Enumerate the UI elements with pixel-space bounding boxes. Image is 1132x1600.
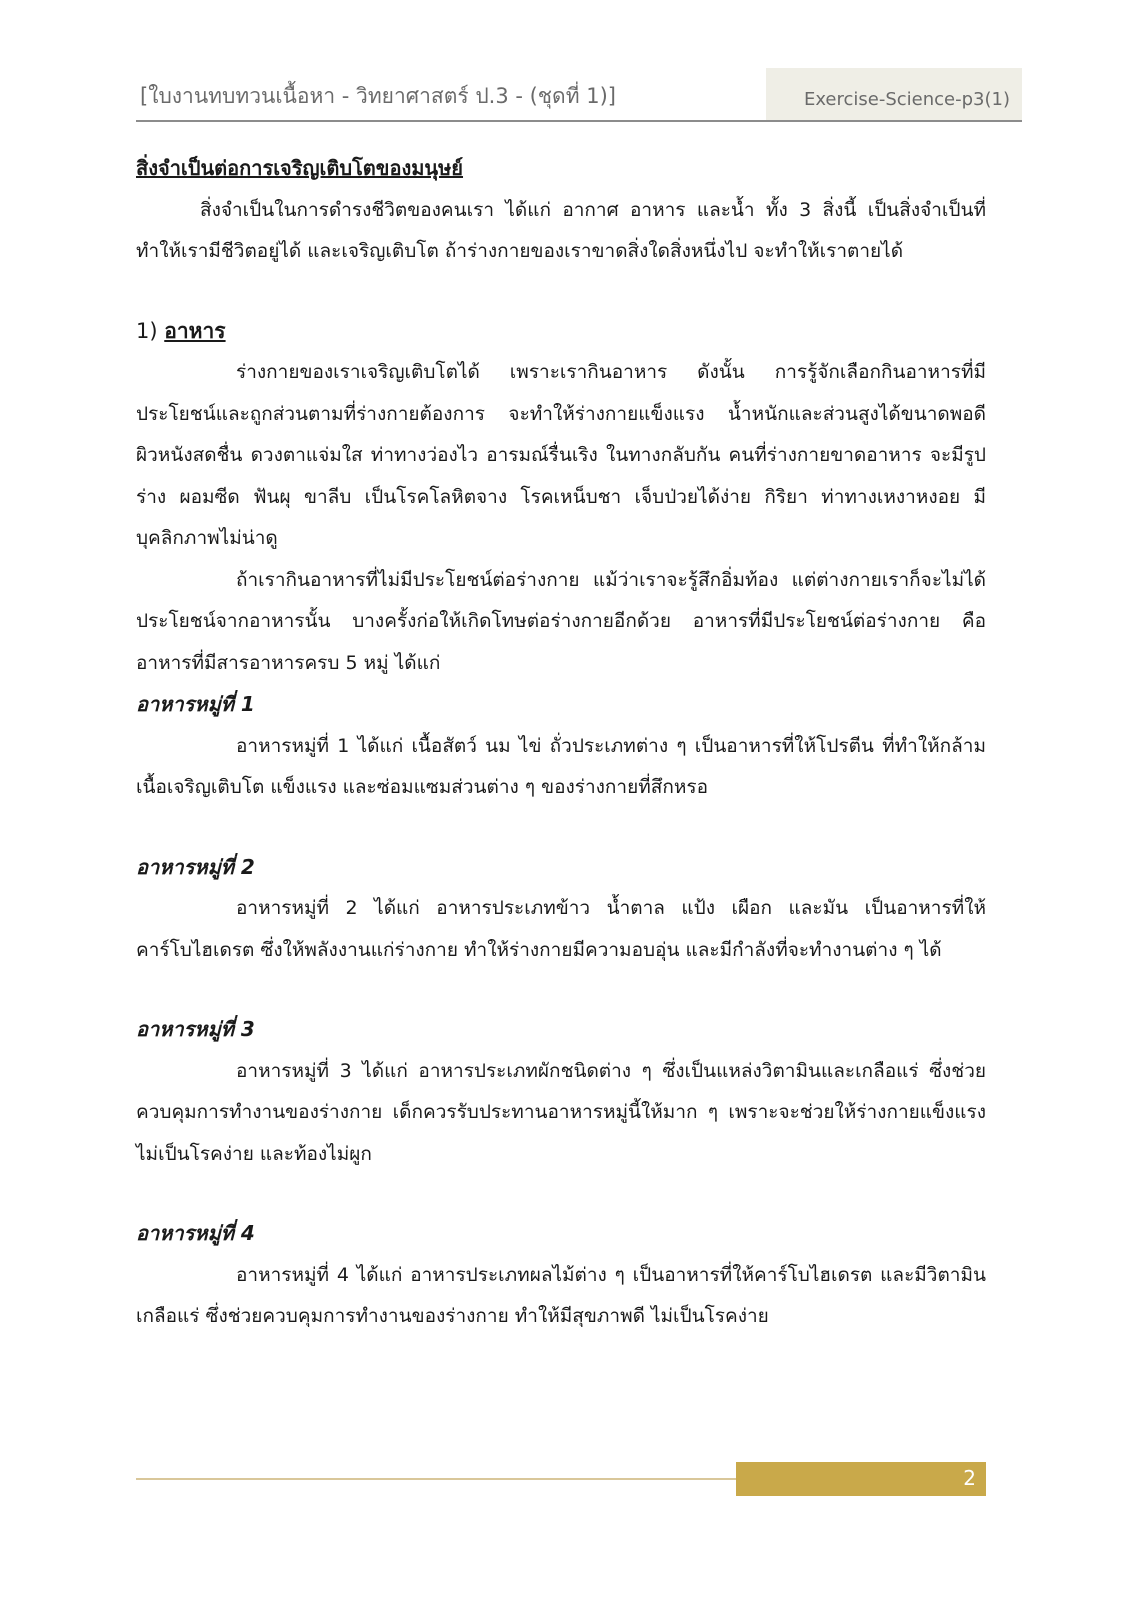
footer-divider bbox=[136, 1478, 736, 1480]
group-heading-2: อาหารหมู่ที่ 2 bbox=[136, 854, 255, 879]
group-text-4: อาหารหมู่ที่ 4 ได้แก่ อาหารประเภทผลไม้ต่าง ๆ เป็นอาหารที่ให้คาร์โบไฮเดรต และมีวิตามิน เกลือแร่ ซึ่งช่วยควบคุมการทำงานของร่างกาย ทำให้มีสุขภาพดี ไม่เป็นโรคง่าย bbox=[136, 1263, 986, 1327]
spacer bbox=[136, 971, 986, 1009]
section-paragraph-2: ถ้าเรากินอาหารที่ไม่มีประโยชน์ต่อร่างกาย แม้ว่าเราจะรู้สึกอิ่มท้อง แต่ต่างกายเราก็จะไม่ได้ประโยชน์จากอาหารนั้น บางครั้งก่อให้เกิดโทษต่อร่างกายอีกด้วย อาหารที่มีประโยชน์ต่อร่างกาย คือ อาหารที่มีสารอาหารครบ 5 หมู่ ได้แก่ bbox=[136, 568, 986, 674]
page-content bbox=[136, 148, 986, 1338]
section-paragraph-1: ร่างกายของเราเจริญเติบโตได้ เพราะเรากินอาหาร ดังนั้น การรู้จักเลือกกินอาหารที่มีประโยชน์และถูกส่วนตามที่ร่างกายต้องการ จะทำให้ร่างกายแข็งแรง น้ำหนักและส่วนสูงได้ขนาดพอดี ผิวหนังสดชื่น ดวงตาแจ่มใส ท่าทางว่องไว อารมณ์รื่นเริง ในทางกลับกัน คนที่ร่างกายขาดอาหาร จะมีรูปร่าง ผอมซีด ฟันผุ ขาลีบ เป็นโรคโลหิตจาง โรคเหน็บชา เจ็บป่วยได้ง่าย กิริยา ท่าทางเหงาหงอย มีบุคลิกภาพไม่น่าดู bbox=[136, 361, 986, 549]
document-code: Exercise-Science-p3(1) bbox=[803, 89, 1010, 110]
page-number: 2 bbox=[963, 1466, 976, 1490]
group-heading-1: อาหารหมู่ที่ 1 bbox=[136, 692, 255, 716]
group-text-3: อาหารหมู่ที่ 3 ได้แก่ อาหารประเภทผักชนิดต่าง ๆ ซึ่งเป็นแหล่งวิตามินและเกลือแร่ ซึ่งช่วยควบคุมการทำงานของร่างกาย เด็กควรรับประทานอาหารหมู่นี้ให้มาก ๆ เพราะจะช่วยให้ร่างกายแข็งแรง ไม่เป็นโรคง่าย และท้องไม่ผูก bbox=[136, 1059, 986, 1165]
spacer bbox=[136, 1175, 986, 1213]
spacer bbox=[136, 273, 986, 311]
header-code-box bbox=[766, 68, 1022, 120]
footer-page-box bbox=[736, 1462, 986, 1496]
spacer bbox=[136, 809, 986, 847]
header-divider bbox=[136, 120, 1022, 122]
header-title: [ใบงานทบทวนเนื้อหา - วิทยาศาสตร์ ป.3 - (ชุดที่ 1)] bbox=[140, 84, 616, 108]
group-text-1: อาหารหมู่ที่ 1 ได้แก่ เนื้อสัตว์ นม ไข่ ถั่วประเภทต่าง ๆ เป็นอาหารที่ให้โปรตีน ที่ทำให้กล้ามเนื้อเจริญเติบโต แข็งแรง และซ่อมแซมส่วนต่าง ๆ ของร่างกายที่สึกหรอ bbox=[136, 734, 986, 798]
group-heading-3: อาหารหมู่ที่ 3 bbox=[136, 1017, 255, 1041]
section-heading bbox=[136, 311, 986, 353]
section-label: อาหาร bbox=[164, 318, 226, 343]
section-number: 1) bbox=[136, 318, 158, 343]
intro-paragraph: สิ่งจำเป็นในการดำรงชีวิตของคนเรา ได้แก่ อากาศ อาหาร และน้ำ ทั้ง 3 สิ่งนี้ เป็นสิ่งจำเป็นที่ทำให้เรามีชีวิตอยู่ได้ และเจริญเติบโต ถ้าร่างกายของเราขาดสิ่งใดสิ่งหนึ่งไป จะทำให้เราตายได้ bbox=[136, 198, 986, 262]
main-heading: สิ่งจำเป็นต่อการเจริญเติบโตของมนุษย์ bbox=[136, 156, 464, 180]
group-heading-4: อาหารหมู่ที่ 4 bbox=[136, 1221, 255, 1245]
group-text-2: อาหารหมู่ที่ 2 ได้แก่ อาหารประเภทข้าว น้ำตาล แป้ง เผือก และมัน เป็นอาหารที่ให้คาร์โบไฮเดรต ซึ่งให้พลังงานแก่ร่างกาย ทำให้ร่างกายมีความอบอุ่น และมีกำลังที่จะทำงานต่าง ๆ ได้ bbox=[136, 897, 986, 961]
